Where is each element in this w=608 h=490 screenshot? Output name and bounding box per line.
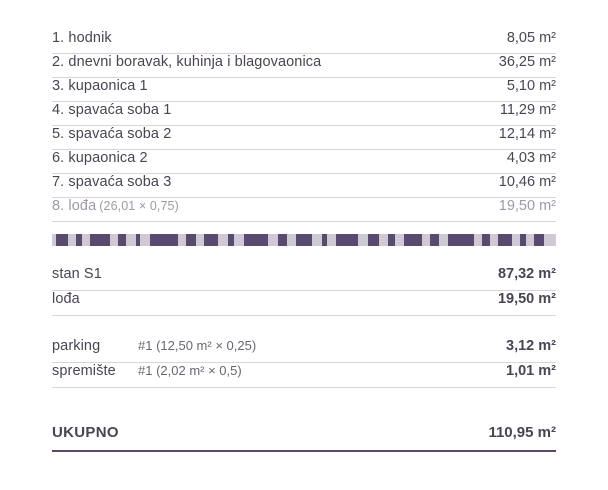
- list-item: [52, 126, 556, 150]
- extras-area: 1,01 m²: [506, 363, 556, 379]
- room-area: 5,10 m²: [506, 78, 556, 94]
- list-item: [52, 174, 556, 198]
- room-label: [52, 198, 179, 214]
- room-area: 36,25 m²: [498, 54, 556, 70]
- total-row: [52, 424, 556, 452]
- list-item: [52, 78, 556, 102]
- list-item: [52, 150, 556, 174]
- extras-label: parking: [52, 338, 101, 354]
- summary-area: 87,32 m²: [497, 266, 556, 282]
- room-area: 12,14 m²: [498, 126, 556, 142]
- room-label: 1. hodnik: [52, 30, 112, 46]
- list-item: [52, 102, 556, 126]
- room-area: 4,03 m²: [506, 150, 556, 166]
- summary-label: stan S1: [52, 266, 102, 282]
- room-label: 3. kupaonica 1: [52, 78, 148, 94]
- extras-label-group: [52, 363, 242, 379]
- extras-label: spremište: [52, 363, 116, 379]
- list-item: [52, 291, 556, 316]
- extras-detail: #1 (12,50 m² × 0,25): [138, 338, 257, 353]
- total-area: 110,95 m²: [488, 424, 556, 441]
- room-label: 7. spavaća soba 3: [52, 174, 172, 190]
- summary-label: lođa: [52, 291, 80, 307]
- room-label: 5. spavaća soba 2: [52, 126, 172, 142]
- room-label: 2. dnevni boravak, kuhinja i blagovaonica: [52, 54, 322, 70]
- extras-list: [52, 338, 556, 388]
- room-list: [52, 30, 556, 222]
- extras-label-group: [52, 338, 256, 354]
- room-area: 19,50 m²: [498, 198, 556, 214]
- summary-list: [52, 266, 556, 316]
- summary-area: 19,50 m²: [497, 291, 556, 307]
- list-item: [52, 338, 556, 363]
- room-label-note: (26,01 × 0,75): [99, 199, 179, 213]
- room-area: 11,29 m²: [499, 102, 556, 118]
- list-item: [52, 30, 556, 54]
- room-label: 4. spavaća soba 1: [52, 102, 172, 118]
- total-section: [52, 424, 556, 452]
- room-area: 8,05 m²: [506, 30, 556, 46]
- room-area: 10,46 m²: [498, 174, 556, 190]
- total-label: UKUPNO: [52, 424, 119, 441]
- list-item: [52, 363, 556, 388]
- list-item: [52, 198, 556, 222]
- decorative-bar: [52, 234, 556, 246]
- extras-detail: #1 (2,02 m² × 0,5): [138, 363, 242, 378]
- list-item: [52, 266, 556, 291]
- room-label: 6. kupaonica 2: [52, 150, 148, 166]
- list-item: [52, 54, 556, 78]
- room-label-text: 8. lođa: [52, 198, 97, 214]
- extras-area: 3,12 m²: [506, 338, 556, 354]
